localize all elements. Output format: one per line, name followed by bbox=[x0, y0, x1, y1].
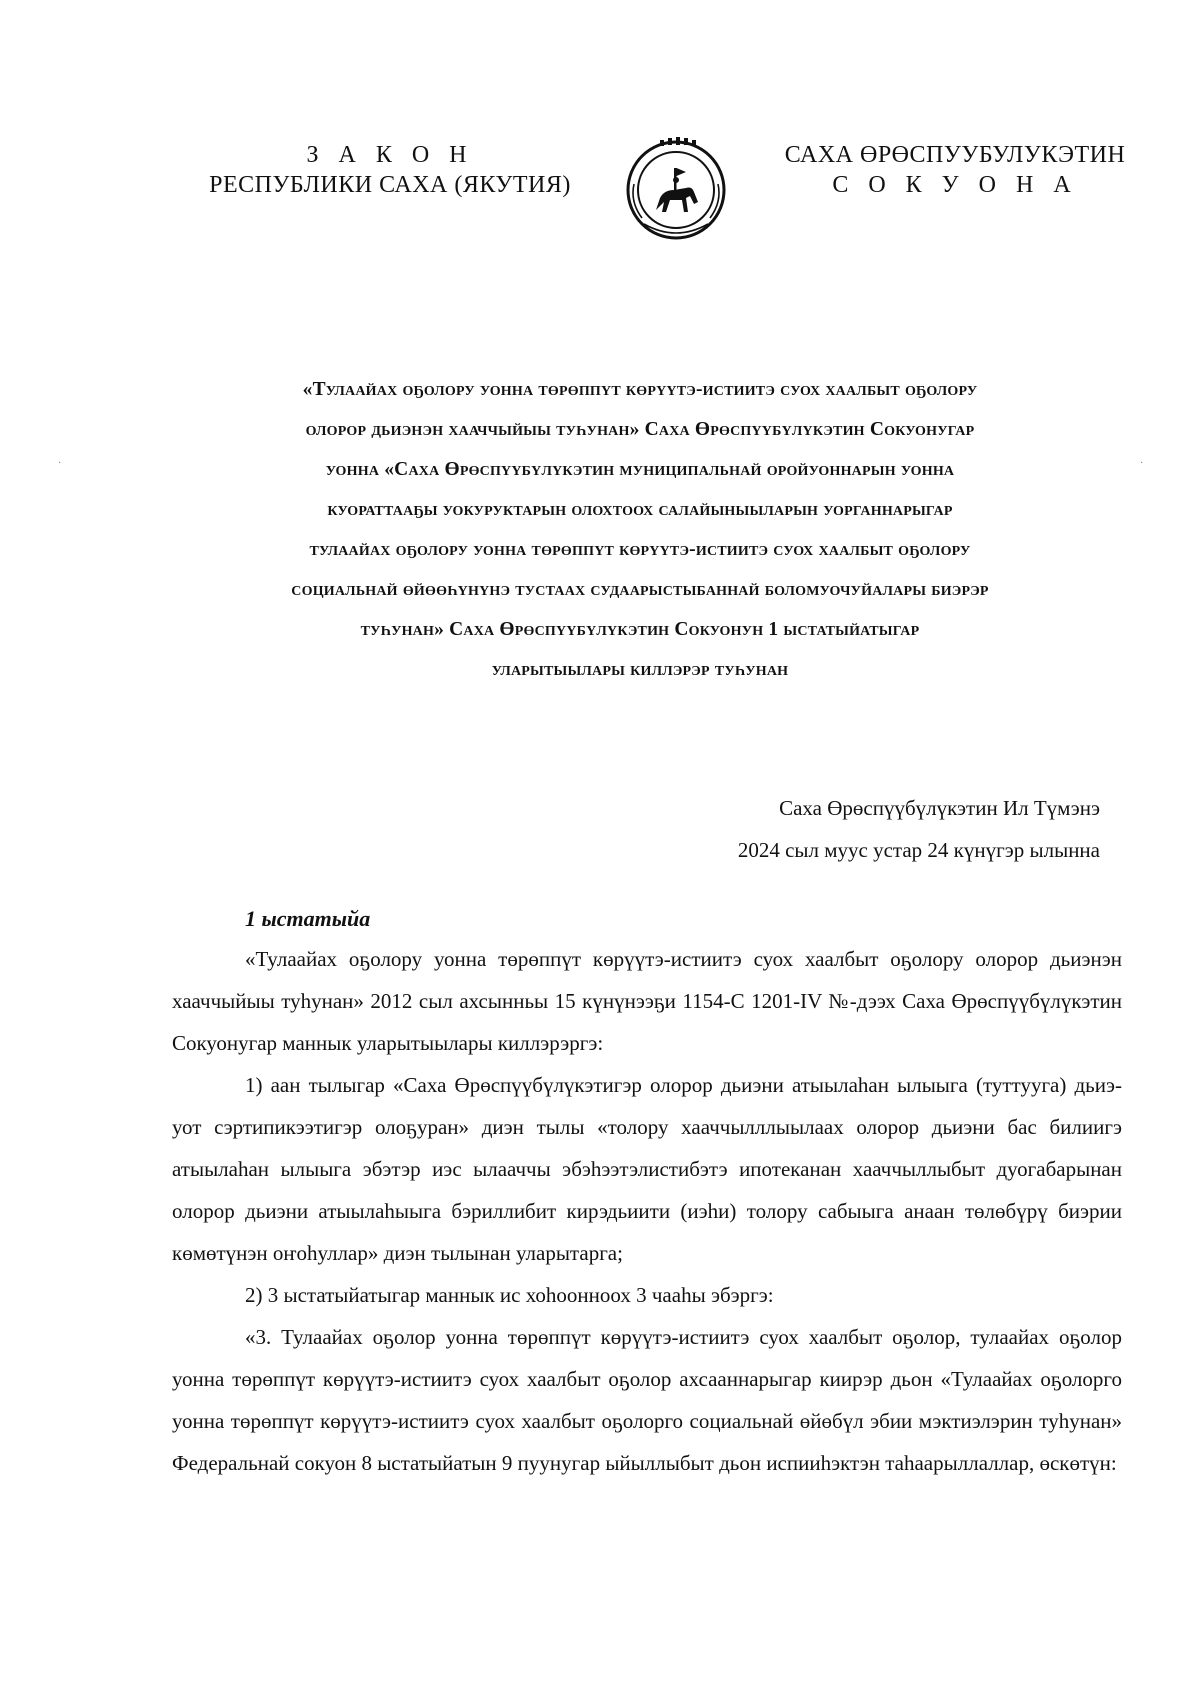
scan-mark: · bbox=[58, 458, 62, 469]
header-left-line2: РЕСПУБЛИКИ САХА (ЯКУТИЯ) bbox=[209, 172, 571, 198]
article-body bbox=[172, 938, 1122, 1484]
header-right-line1: САХА ӨРӨСПУУБУЛУКЭТИН bbox=[784, 142, 1126, 168]
law-title bbox=[160, 370, 1120, 690]
article-paragraph: «Тулаайах оҕолору уонна төрөппүт көрүүтэ-истиитэ суох хаалбыт оҕолору олорор дьиэнэн хааччыйыы туһунан» 2012 сыл ахсынньы 15 күнүнээҕи 1154-С 1201-IV №-дээх Саха Өрөспүүбүлүкэтин Сокуонугар маннык уларытыылары киллэрэргэ: bbox=[172, 947, 1122, 1055]
title-line: туһунан» Саха Өрөспүүбүлүкэтин Сокуонун 1 ыстатыйатыгар bbox=[360, 619, 920, 640]
article-paragraph: 2) 3 ыстатыйатыгар маннык ис хоһоонноох 3 чааһы эбэргэ: bbox=[245, 1283, 774, 1307]
title-line: олорор дьиэнэн хааччыйыы туһунан» Саха Өрөспүүбүлүкэтин Сокуонугар bbox=[305, 419, 975, 440]
header-left bbox=[200, 140, 580, 200]
header-right-line2: С О К У О Н А bbox=[832, 172, 1078, 198]
title-line: уонна «Саха Өрөспүүбүлүкэтин муниципальнай оройуоннарын уонна bbox=[325, 459, 955, 480]
header-right bbox=[765, 140, 1145, 200]
title-line: уларытыылары киллэрэр туһунан bbox=[491, 659, 789, 680]
title-line: «Тулаайах оҕолору уонна төрөппүт көрүүтэ-истиитэ суох хаалбыт оҕолору bbox=[302, 379, 978, 400]
article-paragraph: «3. Тулаайах оҕолор уонна төрөппүт көрүүтэ-истиитэ суох хаалбыт оҕолор, тулаайах оҕолор уонна төрөппүт көрүүтэ-истиитэ суох хаалбыт оҕолор ахсааннарыгар киирэр дьон «Тулаайах оҕолорго уонна төрөппүт көрүүтэ-истиитэ суох хаалбыт оҕолорго социальнай өйөбүл эбии мэктиэлэрин туһунан» Федеральнай сокуон 8 ыстатыйатын 9 пуунугар ыйыллыбыт дьон испииһэктэн таһаарыллаллар, өскөтүн: bbox=[172, 1325, 1122, 1475]
adoption-block bbox=[500, 787, 1100, 871]
scan-mark: · bbox=[1140, 458, 1144, 469]
title-line: тулаайах оҕолору уонна төрөппүт көрүүтэ-истиитэ суох хаалбыт оҕолору bbox=[309, 539, 971, 560]
adopting-body: Саха Өрөспүүбүлүкэтин Ил Түмэнэ bbox=[779, 796, 1100, 820]
coat-of-arms-emblem-icon bbox=[620, 132, 732, 244]
article-paragraph: 1) аан тылыгар «Саха Өрөспүүбүлүкэтигэр олорор дьиэни атыылаһан ылыыга (туттууга) дьиэ-уот сэртипикээтигэр олоҕуран» диэн тылы «толору хааччылллыылаах олорор дьиэни бас билиигэ атыылаһан ылыыга эбэтэр иэс ылааччы эбэһээтэлистибэтэ ипотеканан хааччыллыбыт дуогабарынан олорор дьиэни атыылаһыыга бэриллибит кирэдьиити (иэһи) толору сабыыга анаан төлөбүрү биэрии көмөтүнэн оҥоһуллар» диэн тылынан уларытарга; bbox=[172, 1073, 1122, 1265]
header-left-line1: З А К О Н bbox=[306, 142, 474, 168]
adoption-date: 2024 сыл муус устар 24 күнүгэр ылынна bbox=[737, 838, 1100, 862]
article-heading: 1 ыстатыйа bbox=[245, 906, 371, 931]
title-line: куораттааҕы уокуруктарын олохтоох салайыныыларын уорганнарыгар bbox=[327, 499, 953, 520]
title-line: социальнай өйөөһүнүнэ тустаах судаарыстыбаннай боломуочуйалары биэрэр bbox=[291, 579, 989, 600]
